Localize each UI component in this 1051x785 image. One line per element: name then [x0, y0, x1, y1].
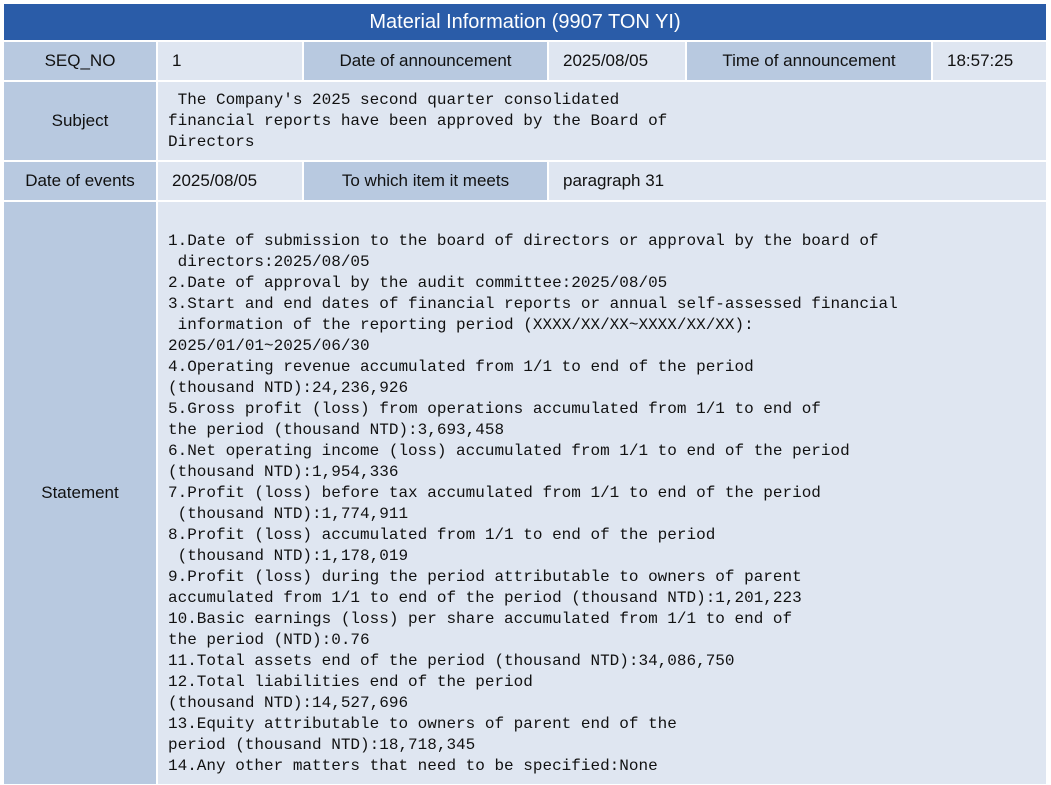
seq-no-label: SEQ_NO — [4, 42, 156, 80]
statement-text: 1.Date of submission to the board of directors or approval by the board of directors:2025/08/05 2.Date of approval by the audit committee:2025/08/05 3.Start and end dates of financial reports or annual self-assessed financial information of the reporting period (XXXX/XX/XX~XXXX/XX/XX): 2025/01/01~2025/06/30 4.Operating revenue accumulated from 1/1 to end of the period (thousand NTD):24,236,926 5.Gross profit (loss) from operations accumulated from 1/1 to end of the period (thousand NTD):3,693,458 6.Net operating income (loss) accumulated from 1/1 to end of the period (thousand NTD):1,954,336 7.Profit (loss) before tax accumulated from 1/1 to end of the period (thousand NTD):1,774,911 8.Profit (loss) accumulated from 1/1 to end of the period (thousand NTD):1,178,019 9.Profit (loss) during the period attributable to owners of parent accumulated from 1/1 to end of the period (thousand NTD):1,201,223 10.Basic earnings (loss) per share accumulated from 1/1 to end of the period (NTD):0.76 11.Total assets end of the period (thousand NTD):34,086,750 12.Total liabilities end of the period (thousand NTD):14,527,696 13.Equity attributable to owners of parent end of the period (thousand NTD):18,718,345 14.Any other matters that need to be specified:None — [168, 232, 898, 775]
subject-text: The Company's 2025 second quarter consolidated financial reports have been approved by the Board of Directors — [168, 91, 668, 151]
announcement-time-value: 18:57:25 — [933, 42, 1046, 80]
announcement-date-label: Date of announcement — [304, 42, 547, 80]
seq-no-value: 1 — [158, 42, 302, 80]
event-date-value: 2025/08/05 — [158, 162, 302, 200]
table-title: Material Information (9907 TON YI) — [4, 4, 1046, 40]
statement-value-cell — [158, 202, 1046, 784]
item-met-label: To which item it meets — [304, 162, 547, 200]
subject-value-cell — [158, 82, 1046, 160]
announcement-time-label: Time of announcement — [687, 42, 931, 80]
item-met-value: paragraph 31 — [549, 162, 1046, 200]
statement-label: Statement — [4, 202, 156, 784]
announcement-date-value: 2025/08/05 — [549, 42, 685, 80]
event-date-label: Date of events — [4, 162, 156, 200]
subject-label: Subject — [4, 82, 156, 160]
